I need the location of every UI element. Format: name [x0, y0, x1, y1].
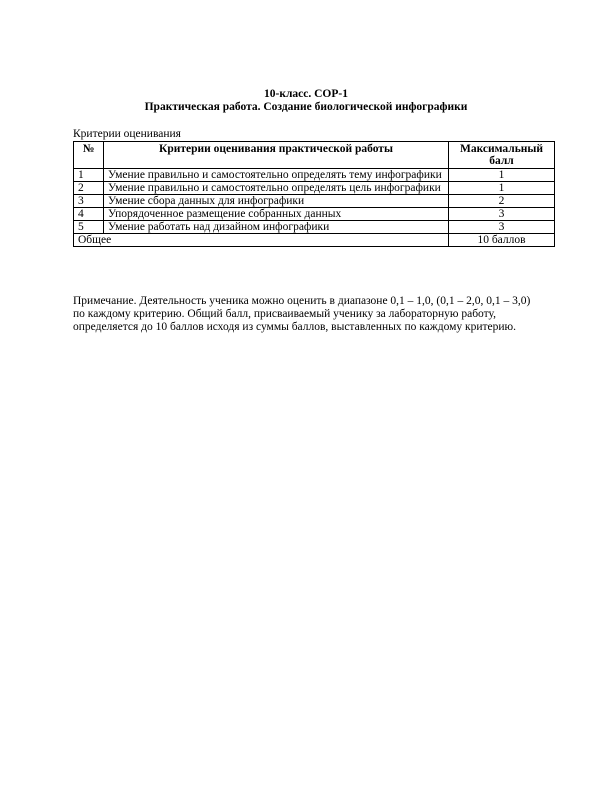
header-max-score: Максимальный балл	[449, 142, 555, 169]
row-criterion: Умение правильно и самостоятельно определять тему инфографики	[104, 169, 449, 182]
header-number: №	[74, 142, 104, 169]
row-score: 1	[449, 169, 555, 182]
row-criterion: Умение сбора данных для инфографики	[104, 195, 449, 208]
note-paragraph: Примечание. Деятельность ученика можно оценить в диапазоне 0,1 – 1,0, (0,1 – 2,0, 0,1 – 3,0) по каждому критерию. Общий балл, присваиваемый ученику за лабораторную работу, определяется до 10 баллов исходя из суммы баллов, выставленных по каждому критерию.	[73, 295, 531, 333]
table-row	[74, 195, 555, 208]
table-caption: Критерии оценивания	[73, 128, 181, 140]
row-score: 3	[449, 221, 555, 234]
row-score: 1	[449, 182, 555, 195]
table-header-row	[74, 142, 555, 169]
table-row	[74, 208, 555, 221]
table-row	[74, 169, 555, 182]
table-total-row	[74, 234, 555, 247]
document-subtitle: Практическая работа. Создание биологической инфографики	[144, 101, 468, 113]
header-criteria: Критерии оценивания практической работы	[104, 142, 449, 169]
row-number: 5	[74, 221, 104, 234]
document-title: 10-класс. СОР-1	[264, 88, 348, 100]
criteria-table	[73, 141, 555, 247]
total-value: 10 баллов	[449, 234, 555, 247]
row-number: 1	[74, 169, 104, 182]
row-criterion: Умение работать над дизайном инфографики	[104, 221, 449, 234]
row-score: 2	[449, 195, 555, 208]
table-row	[74, 182, 555, 195]
row-score: 3	[449, 208, 555, 221]
row-number: 4	[74, 208, 104, 221]
row-number: 3	[74, 195, 104, 208]
total-label: Общее	[74, 234, 449, 247]
table-row	[74, 221, 555, 234]
row-number: 2	[74, 182, 104, 195]
row-criterion: Упорядоченное размещение собранных данных	[104, 208, 449, 221]
row-criterion: Умение правильно и самостоятельно определять цель инфографики	[104, 182, 449, 195]
